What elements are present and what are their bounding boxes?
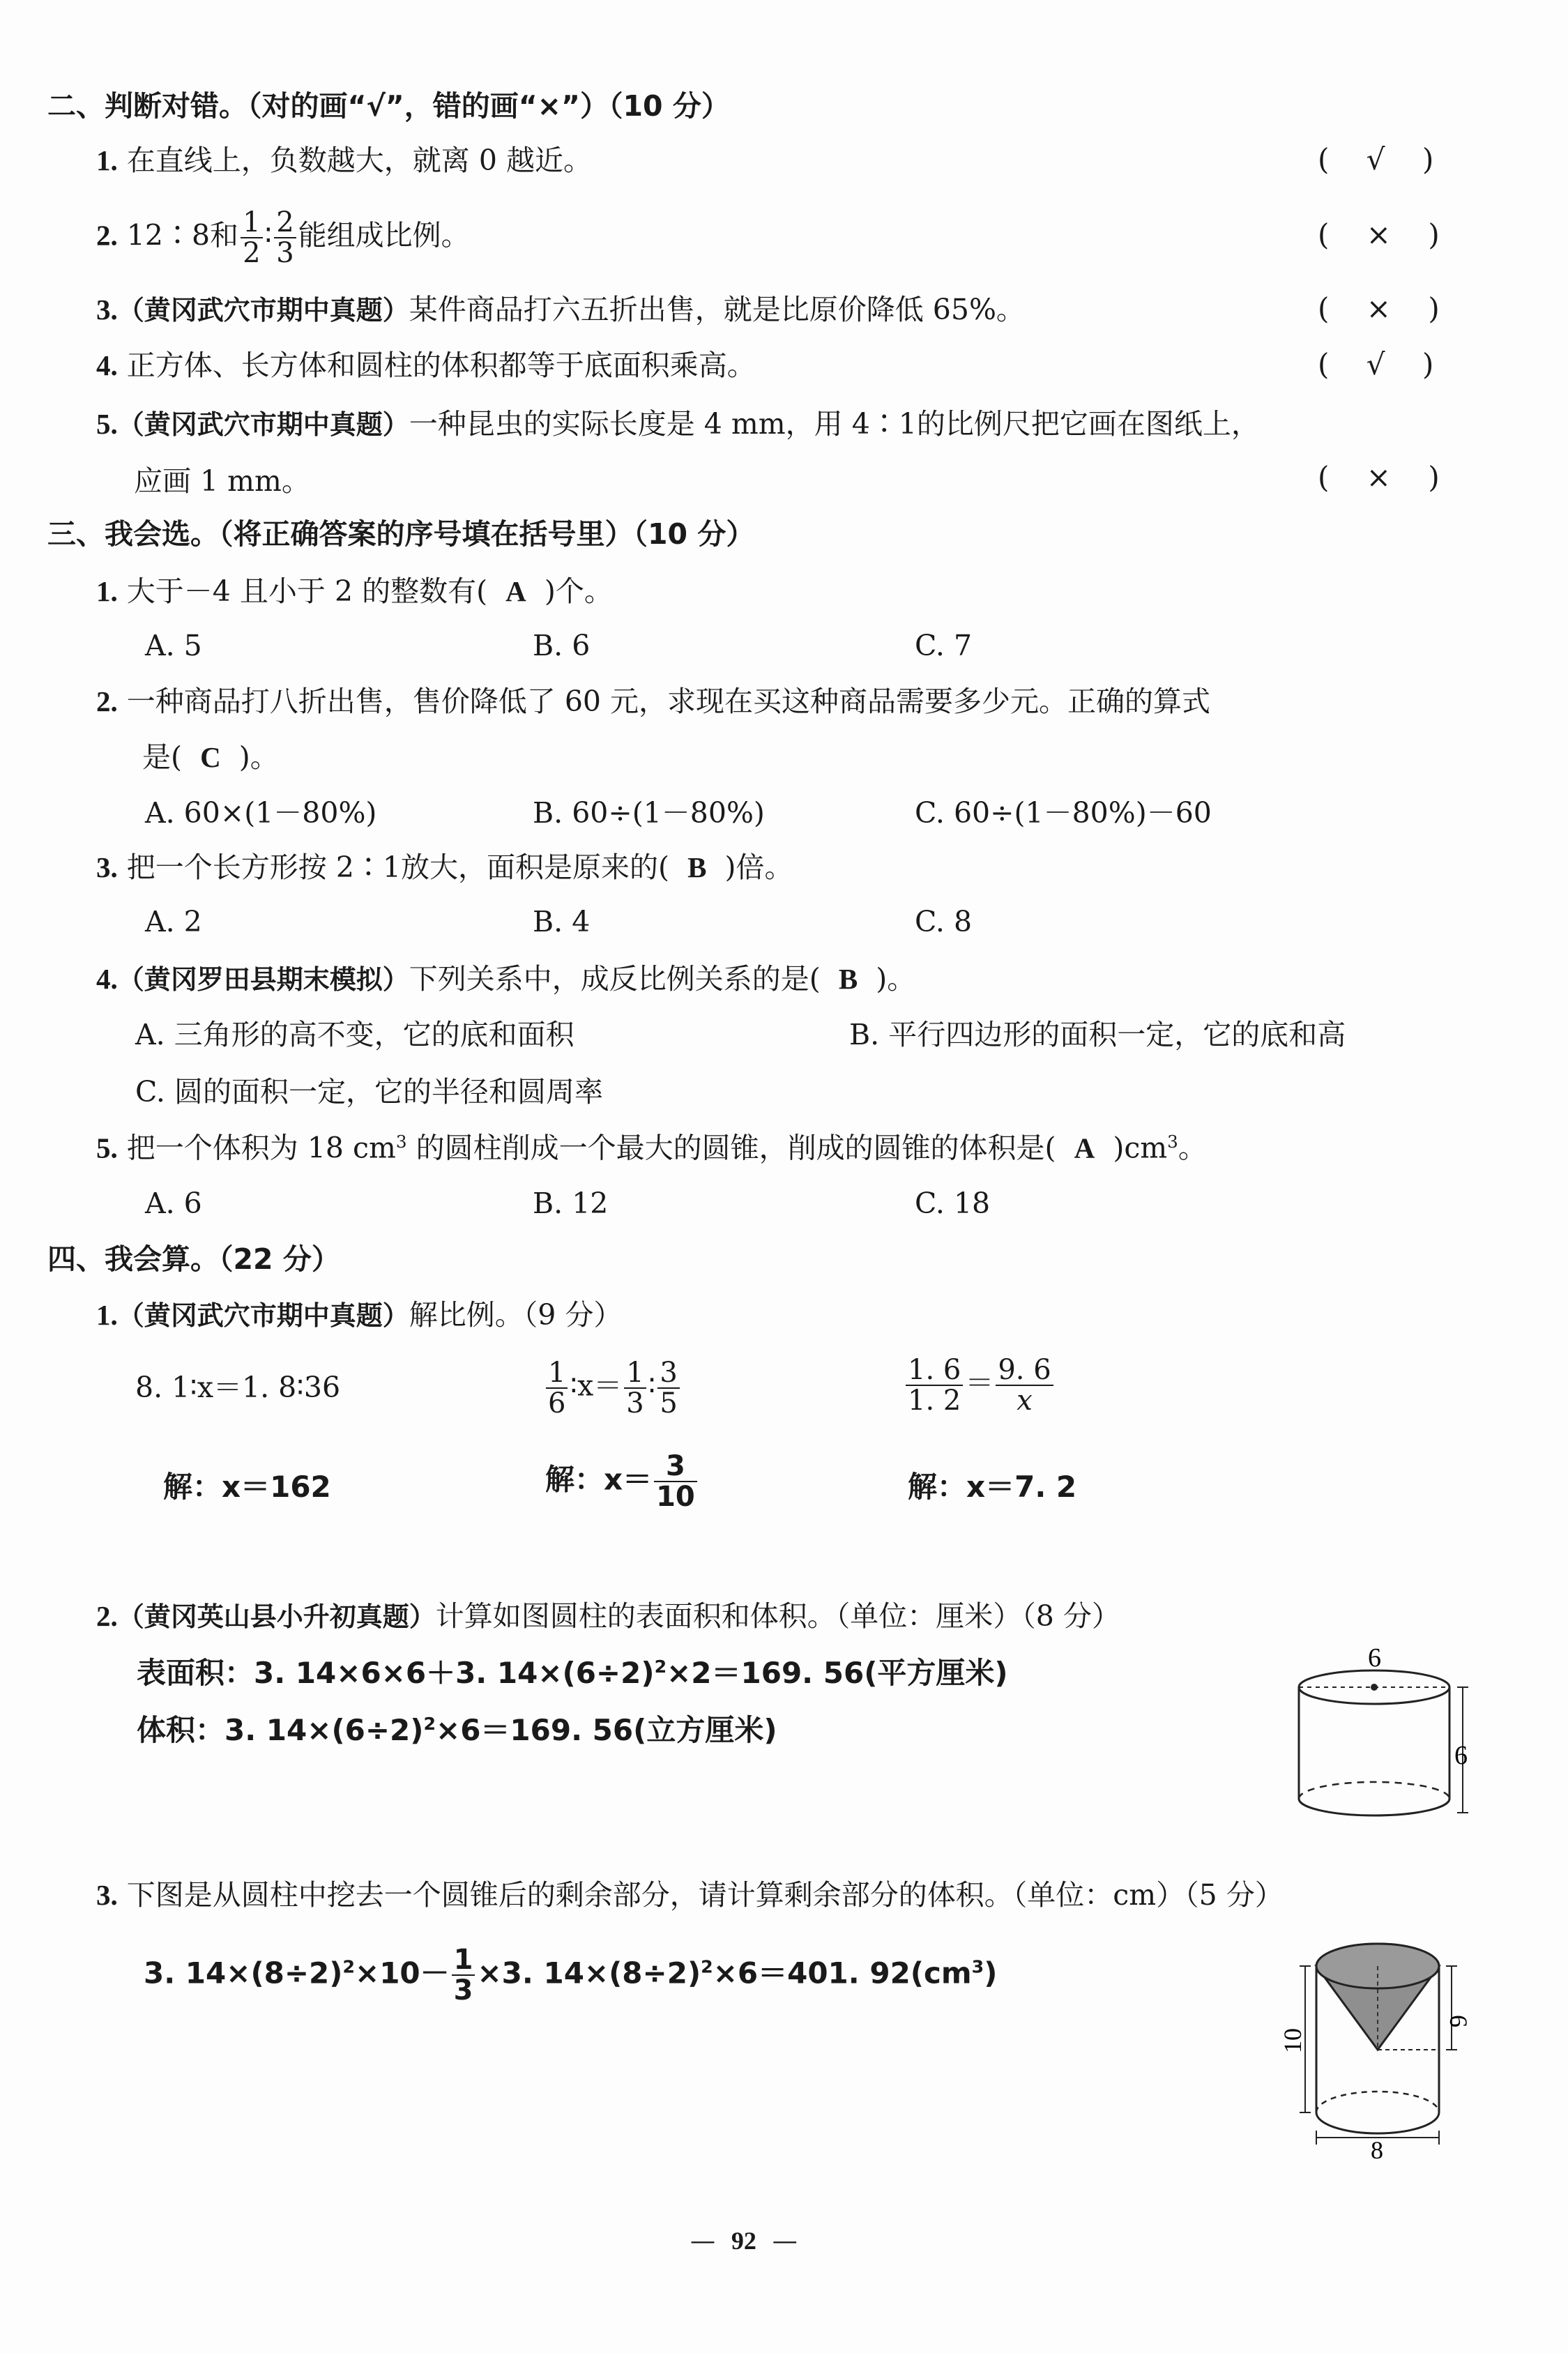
s3-q2-opt-c: C. 60÷(1－80%)－60 [915, 796, 1212, 830]
s3-q1-opt-c: C. 7 [915, 629, 973, 662]
s3-q2: 2. 一种商品打八折出售，售价降低了 60 元，求现在买这种商品需要多少元。正确的算式 [96, 685, 1211, 718]
s4-q2-volume: 体积：3. $14\times(6\div 2)^2\times 6=169$. 56(立方厘米) [137, 1713, 777, 1747]
s3-q4-opt-b: B. 平行四边形的面积一定，它的底和高 [849, 1018, 1346, 1051]
s2-q4-answer: ( √ ) [1318, 347, 1434, 381]
s3-q3-opt-b: B. 4 [533, 905, 591, 938]
s4-q1-eq3: $\frac{1. 6}{1. 2}$ ＝ $\frac{9. 6}{x}$ [904, 1355, 1056, 1415]
page-number: — 92 — [690, 2227, 798, 2255]
s3-q5-opt-b: B. 12 [533, 1187, 609, 1220]
section3-title: 三、我会选。（将正确答案的序号填在括号里）（10 分） [47, 517, 755, 551]
s4-q2-surface: 表面积：3. 14×6×6＋3. $14\times(6\div 2)^2\times 2=169$. 56(平方厘米) [137, 1656, 1008, 1690]
s4-q1-sol2: 解：x＝ $\frac{3}{10}$ [545, 1452, 699, 1511]
s4-q2: 2.（黄冈英山县小升初真题）计算如图圆柱的表面积和体积。（单位：厘米）（8 分） [96, 1599, 1120, 1633]
s3-q1-opt-b: B. 6 [533, 629, 591, 662]
s3-q4: 4.（黄冈罗田县期末模拟）下列关系中，成反比例关系的是( B )。 [96, 962, 916, 996]
s4-q1-sol3: 解：x＝7. 2 [908, 1470, 1077, 1504]
s3-q5: 5. 把一个体积为 18 $cm^3$ 的圆柱削成一个最大的圆锥，削成的圆锥的体积是( A )$cm^3$。 [96, 1131, 1207, 1165]
s3-q2-line2: 是( C )。 [142, 740, 279, 774]
height-label: 10 [1279, 2028, 1307, 2053]
s3-q3-opt-c: C. 8 [915, 905, 973, 938]
s3-q5-opt-a: A. 6 [145, 1187, 202, 1220]
s3-q3-opt-a: A. 2 [145, 905, 202, 938]
section4-title: 四、我会算。（22 分） [47, 1242, 340, 1276]
s2-q5-line2: 应画 1 mm。 [134, 464, 310, 498]
cylinder-cone-figure [1279, 1924, 1472, 2164]
s3-q1: 1. 大于－4 且小于 2 的整数有( A )个。 [96, 574, 613, 608]
s2-q1-answer: ( √ ) [1318, 142, 1434, 176]
s3-q2-opt-b: B. 60÷(1－80%) [533, 796, 765, 830]
s2-q1: 1. 在直线上，负数越大，就离 0 越近。 [96, 144, 592, 177]
s3-q4-opt-a: A. 三角形的高不变，它的底和面积 [135, 1018, 574, 1051]
s4-q1-eq2: $\frac{1}{6}$ ∶x＝ $\frac{1}{3}$ ∶ $\frac{3}{5}$ [544, 1358, 682, 1418]
s4-q3-solution: 3. $14\times(8\div 2)^2\times 10-$ $\frac{1}{3}$ ×3. $14\times(8\div 2)^2\times 6=401$. $92(cm^3)$ [144, 1944, 998, 2006]
diameter-label: 8 [1371, 2136, 1383, 2164]
s3-q2-opt-a: A. 60×(1－80%) [145, 796, 377, 830]
cylinder-height-label: 6 [1454, 1741, 1468, 1770]
s3-q4-opt-c: C. 圆的面积一定，它的半径和圆周率 [135, 1075, 603, 1109]
s2-q4: 4. 正方体、长方体和圆柱的体积都等于底面积乘高。 [96, 349, 756, 382]
s4-q1-sol1: 解：x＝162 [163, 1470, 331, 1504]
s3-q1-opt-a: A. 5 [145, 629, 202, 662]
s2-q3: 3.（黄冈武穴市期中真题）某件商品打六五折出售，就是比原价降低 65%。 [96, 293, 1025, 326]
section2-title: 二、判断对错。（对的画“√”，错的画“×”）（10 分） [47, 89, 730, 123]
s3-q3: 3. 把一个长方形按 2∶1放大，面积是原来的( B )倍。 [96, 851, 793, 884]
s2-q3-answer: ( × ) [1318, 291, 1440, 326]
cylinder-figure [1287, 1638, 1475, 1827]
cone-height-label: 6 [1445, 2015, 1472, 2027]
s4-q1-eq1: 8. 1∶x＝1. 8∶36 [135, 1371, 341, 1404]
s3-q5-opt-c: C. 18 [915, 1187, 991, 1220]
cylinder-diameter-label: 6 [1368, 1643, 1381, 1673]
s2-q5: 5.（黄冈武穴市期中真题）一种昆虫的实际长度是 4 mm，用 4∶1的比例尺把它画在图纸上， [96, 407, 1260, 441]
s2-q2-answer: ( × ) [1318, 218, 1440, 252]
s2-q2: 2. 12∶8和 $\frac{1}{2}$ ∶ $\frac{2}{3}$ 能组成比例。 [96, 206, 470, 269]
s4-q1: 1.（黄冈武穴市期中真题）解比例。（9 分） [96, 1298, 623, 1332]
s2-q5-answer: ( × ) [1318, 460, 1440, 494]
s4-q3: 3. 下图是从圆柱中挖去一个圆锥后的剩余部分，请计算剩余部分的体积。（单位：cm）（5 分） [96, 1878, 1284, 1912]
